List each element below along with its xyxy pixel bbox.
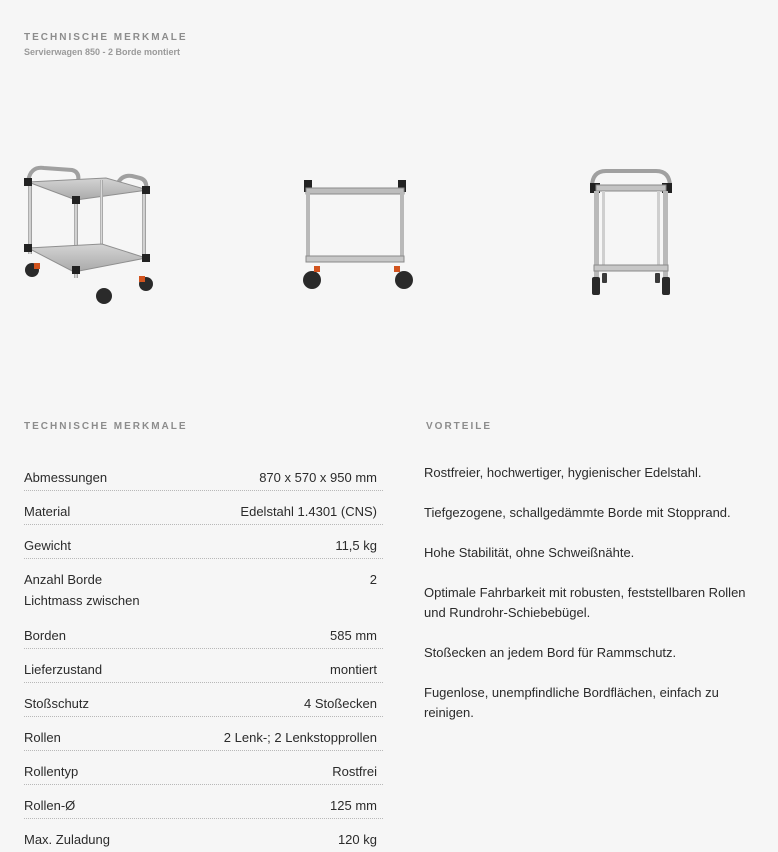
advantage-item: Fugenlose, unempfindliche Bordflächen, einfach zu reinigen. [424,685,719,720]
spec-label: Stoßschutz [24,696,90,711]
spec-row-delivery-state [24,649,383,683]
spec-row-caster-type [24,751,383,785]
cart-perspective-image [20,160,160,315]
spec-value: Rostfrei [332,764,377,779]
advantage-item: Tiefgezogene, schallgedämmte Borde mit Stopprand. [424,505,731,520]
spec-label: Rollen-Ø [24,798,76,813]
spec-row-shelf-count [24,559,383,592]
spec-value: 4 Stoßecken [304,696,377,711]
spec-value: 2 [369,572,377,587]
spec-row-dimensions [24,457,383,491]
spec-value: 125 mm [330,798,377,813]
advantages-section-title: VORTEILE [426,421,493,432]
spec-row-casters [24,717,383,751]
spec-value: 585 mm [330,628,377,643]
spec-row-weight [24,525,383,559]
advantage-item: Stoßecken an jedem Bord für Rammschutz. [424,645,677,660]
spec-label: Max. Zuladung [24,832,110,847]
spec-label: Borden [24,628,66,643]
specs-table [24,457,383,852]
spec-value: 870 x 570 x 950 mm [259,470,377,485]
spec-value: 11,5 kg [335,538,377,553]
page-header-title: TECHNISCHE MERKMALE [24,32,188,43]
spec-label: Gewicht [24,538,71,553]
spec-label-top: Lichtmass zwischen [24,593,140,608]
cart-side-image [298,170,418,295]
spec-row-bumper [24,683,383,717]
advantages-list [424,463,769,743]
cart-front-image [586,165,676,307]
spec-row-caster-diameter [24,785,383,819]
specs-section-title: TECHNISCHE MERKMALE [24,421,188,432]
spec-label: Rollentyp [24,764,79,779]
advantage-item: Hohe Stabilität, ohne Schweißnähte. [424,545,635,560]
spec-label: Material [24,504,71,519]
spec-value: Edelstahl 1.4301 (CNS) [240,504,377,519]
spec-row-clearance [24,592,383,649]
spec-value: montiert [330,662,377,677]
spec-label: Lieferzustand [24,662,103,677]
spec-label: Anzahl Borde [24,572,103,587]
spec-row-max-load [24,819,383,852]
spec-value: 2 Lenk-; 2 Lenkstopprollen [223,730,377,745]
spec-label: Abmessungen [24,470,108,485]
advantage-item: Rostfreier, hochwertiger, hygienischer Edelstahl. [424,465,702,480]
spec-row-material [24,491,383,525]
spec-value: 120 kg [337,832,377,847]
spec-label: Rollen [24,730,61,745]
advantage-item: Optimale Fahrbarkeit mit robusten, feststellbaren Rollen und Rundrohr-Schiebebügel. [424,585,746,620]
page-header-subtitle: Servierwagen 850 - 2 Borde montiert [24,47,181,57]
